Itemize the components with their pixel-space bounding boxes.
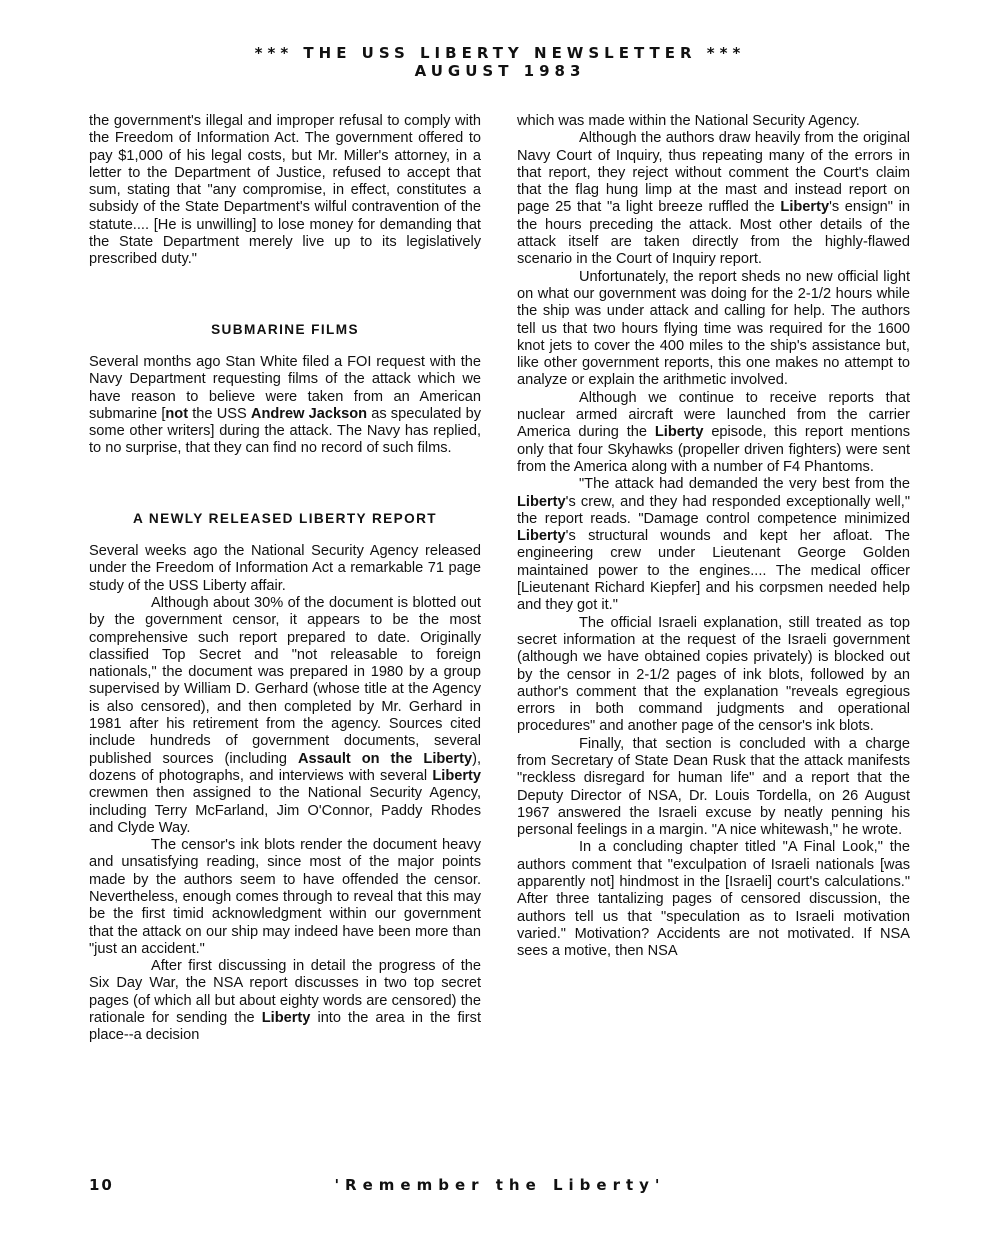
- text-span: Several months ago Stan White filed a FOI request with the Navy Department requesting films of the attack which we have reason to believe were taken from an American submarine [: [89, 353, 481, 422]
- bold-book-title: Assault on the Liberty: [298, 750, 473, 767]
- bold-liberty: Liberty: [654, 424, 704, 441]
- bold-not: not: [165, 405, 189, 422]
- right-paragraph-4: [517, 390, 910, 476]
- left-paragraph-5: The censor's ink blots render the document heavy and unsatisfying reading, since most of the major points made by the authors seem to have offended the censor. Nevertheless, enough comes through to reveal that this may be the first timid acknowledgment within our government that the attack on our ship may indeed have been more than "just an accident.": [89, 837, 481, 957]
- bold-liberty: Liberty: [780, 199, 830, 216]
- right-paragraph-6: The official Israeli explanation, still treated as top secret information at the request of the Israeli government (although we have obtained copies privately) is blocked out by the censor in 2-1/2 pages of ink blots, followed by an author's comment that the explanation "reveals egregious errors in both command judgments and operational procedures" and another page of the censor's ink blots.: [517, 614, 910, 735]
- text-span: After first discussing in detail the progress of the Six Day War, the NSA report discusses in two top secret pages (of which all but about eighty words are censored) the rationale for sending the: [89, 958, 481, 1027]
- text-span: ), dozens of photographs, and interviews with several: [89, 750, 481, 784]
- text-span: into the area in the first place--a decision: [89, 1010, 481, 1044]
- bold-liberty: Liberty: [517, 528, 566, 545]
- left-paragraph-2: [89, 354, 481, 458]
- left-paragraph-6: [89, 958, 481, 1044]
- text-span: crewmen then assigned to the National Security Agency, including Terry McFarland, Jim O'Connor, Paddy Rhodes and Clyde Way.: [89, 785, 481, 836]
- text-span: 's structural wounds and kept her afloat. The engineering crew under Lieutenant George Golden maintained power to the engines.... The medical officer [Lieutenant Richard Kiepfer] and his corpsmen needed help and they got it.": [517, 528, 910, 614]
- right-paragraph-5: [517, 476, 910, 614]
- bold-liberty: Liberty: [517, 493, 566, 510]
- left-paragraph-4: [89, 595, 481, 837]
- left-paragraph-3: Several weeks ago the National Security Agency released under the Freedom of Information Act a remarkable 71 page study of the USS Liberty affair.: [89, 543, 481, 594]
- masthead-date: AUGUST 1983: [414, 62, 586, 80]
- text-span: the USS: [188, 405, 251, 422]
- right-paragraph-2: [517, 130, 910, 268]
- text-span: as speculated by some other writers] during the attack. The Navy has replied, to no surprise, that they can find no record of such films.: [89, 405, 481, 457]
- page-number: 10: [89, 1176, 114, 1194]
- bold-liberty: Liberty: [261, 1010, 311, 1027]
- heading-newly-released-report: A NEWLY RELEASED LIBERTY REPORT: [133, 510, 437, 526]
- right-paragraph-8: In a concluding chapter titled "A Final Look," the authors comment that "exculpation of Israeli nationals [was apparently not] hindmost in the [Israeli] court's calculations." After three tantalizing pages of censored discussion, the authors tell us that "speculation as to Israeli motivation varied." Motivation? Accidents are not motivated. If NSA sees a motive, then NSA: [517, 839, 910, 960]
- text-span: 's ensign" in the hours preceding the attack. Most other details of the attack itself are taken directly from the highly-flawed scenario in the Court of Inquiry report.: [517, 199, 910, 268]
- text-span: episode, this report mentions only that four Skyhawks (propeller driven fighters) were sent from the America along with a number of F4 Phantoms.: [517, 424, 910, 475]
- text-span: "The attack had demanded the very best from the: [579, 476, 910, 493]
- text-span: Although the authors draw heavily from the original Navy Court of Inquiry, thus repeating many of the errors in that report, they reject without comment the Court's claim that the flag hung limp at the mast and instead report on page 25 that "a light breeze ruffled the: [517, 130, 910, 216]
- right-paragraph-1: which was made within the National Security Agency.: [517, 113, 860, 129]
- text-span: Although about 30% of the document is blotted out by the government censor, it appears to be the most comprehensive such report prepared to date. Originally classified Top Secret and "not releasable to foreign nationals," the document was prepared in 1980 by a group supervised by William D. Gerhard (whose title at the Agency is also censored), and then completed by Mr. Gerhard in 1981 after his retirement from the agency. Sources cited include hundreds of government documents, several published sources (including: [89, 594, 481, 767]
- left-paragraph-1: the government's illegal and improper refusal to comply with the Freedom of Information Act. The government offered to pay $1,000 of his legal costs, but Mr. Miller's attorney, in a letter to the Department of Justice, refused to accept that sum, stating that "any compromise, in effect, constitutes a subsidy of the State Department's wilful contravention of the statute.... [He is unwilling] to lose money for demanding that the State Department merely live up to its legislatively prescribed duty.": [89, 113, 481, 268]
- masthead-title: *** THE USS LIBERTY NEWSLETTER ***: [254, 44, 746, 62]
- bold-ship-name: Andrew Jackson: [250, 405, 368, 422]
- left-column: [89, 113, 481, 1045]
- right-paragraph-7: Finally, that section is concluded with a charge from Secretary of State Dean Rusk that the attack manifests "reckless disregard for human life" and a report that the Deputy Director of NSA, Dr. Louis Tordella, on 26 August 1967 answered the Israeli excuse by neatly penning his personal feelings in a margin. "A nice whitewash," he wrote.: [517, 735, 910, 839]
- heading-submarine-films: SUBMARINE FILMS: [211, 321, 359, 337]
- bold-liberty: Liberty: [432, 767, 481, 784]
- footer-motto: 'Remember the Liberty': [334, 1176, 666, 1194]
- text-span: Although we continue to receive reports that nuclear armed aircraft were launched from the carrier America during the: [517, 389, 910, 441]
- right-column: [517, 113, 910, 961]
- right-paragraph-3: Unfortunately, the report sheds no new official light on what our government was doing for the 2-1/2 hours while the ship was under attack and calling for help. The authors tell us that two hours flying time was required for the 1600 knot jets to cover the 400 miles to the ship's assistance but, like other government reports, this one makes no attempt to analyze or explain the arithmetic involved.: [517, 268, 910, 389]
- text-span: 's crew, and they had responded exceptionally well," the report reads. "Damage control competence minimized: [517, 493, 910, 527]
